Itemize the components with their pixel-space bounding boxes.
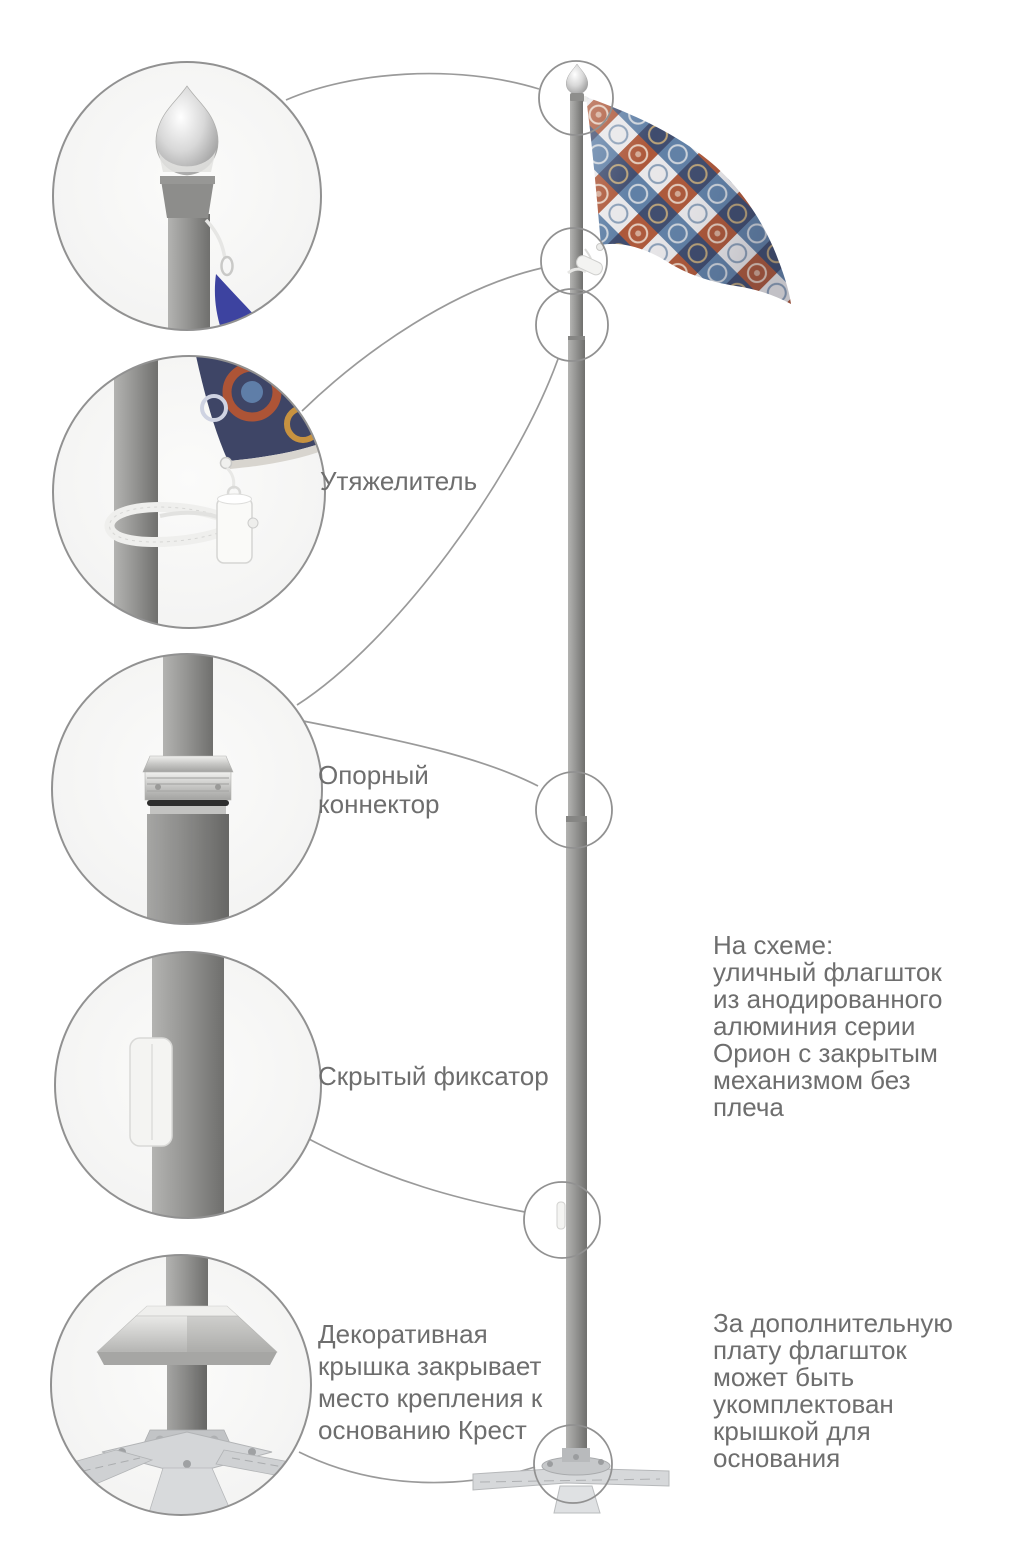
note-scheme — [713, 932, 943, 1121]
cap-rim — [97, 1352, 277, 1365]
connector-flange — [143, 756, 233, 772]
label-weight: Утяжелитель — [320, 466, 478, 496]
label-decorative-cap — [318, 1318, 542, 1446]
cap-top — [136, 1306, 238, 1316]
connector-oring — [147, 800, 229, 806]
note-scheme-line3: из анодированного — [713, 984, 943, 1014]
leader-line-finial — [286, 74, 539, 100]
note-option — [713, 1310, 953, 1472]
label-support-connector-line1: Опорный — [318, 760, 429, 790]
finial-collar — [570, 93, 584, 102]
note-option-line4: укомплектован — [713, 1389, 894, 1419]
note-scheme-line2: уличный флагшток — [713, 957, 942, 987]
note-option-line6: основания — [713, 1443, 841, 1473]
weight-cylinder — [217, 498, 252, 563]
note-scheme-line5: Орион с закрытым — [713, 1038, 938, 1068]
note-scheme-line1: На схеме: — [713, 930, 834, 960]
note-option-line2: плату флагшток — [713, 1335, 907, 1365]
note-scheme-line7: плеча — [713, 1092, 784, 1122]
pole-fixator-latch — [557, 1202, 565, 1229]
callout-connector — [52, 654, 322, 926]
label-support-connector-line2: коннектор — [318, 789, 440, 819]
leader-line-weight — [302, 268, 542, 411]
leader-line-connector-upper — [297, 359, 558, 705]
label-decorative-cap-line4: основанию Крест — [318, 1415, 527, 1445]
label-decorative-cap-line3: место крепления к — [318, 1383, 543, 1413]
grommet — [221, 458, 232, 469]
label-decorative-cap-line1: Декоративная — [318, 1319, 488, 1349]
note-scheme-line4: алюминия серии — [713, 1011, 916, 1041]
callout-finial — [53, 62, 321, 340]
flag — [582, 96, 791, 304]
callout-weight — [53, 356, 330, 632]
finial-ball — [566, 64, 587, 94]
note-scheme-line6: механизмом без — [713, 1065, 911, 1095]
label-decorative-cap-line2: крышка закрывает — [318, 1351, 542, 1381]
callout-fixator — [55, 952, 321, 1220]
note-option-line1: За дополнительную — [713, 1308, 953, 1338]
leader-line-fixator — [309, 1139, 525, 1212]
label-support-connector — [318, 761, 440, 819]
note-option-line5: крышкой для — [713, 1416, 871, 1446]
callout-base — [51, 1255, 312, 1516]
note-option-line3: может быть — [713, 1362, 855, 1392]
pole-joint-lower — [566, 816, 587, 822]
main-flagpole — [473, 64, 791, 1513]
label-hidden-fixator: Скрытый фиксатор — [318, 1061, 549, 1091]
